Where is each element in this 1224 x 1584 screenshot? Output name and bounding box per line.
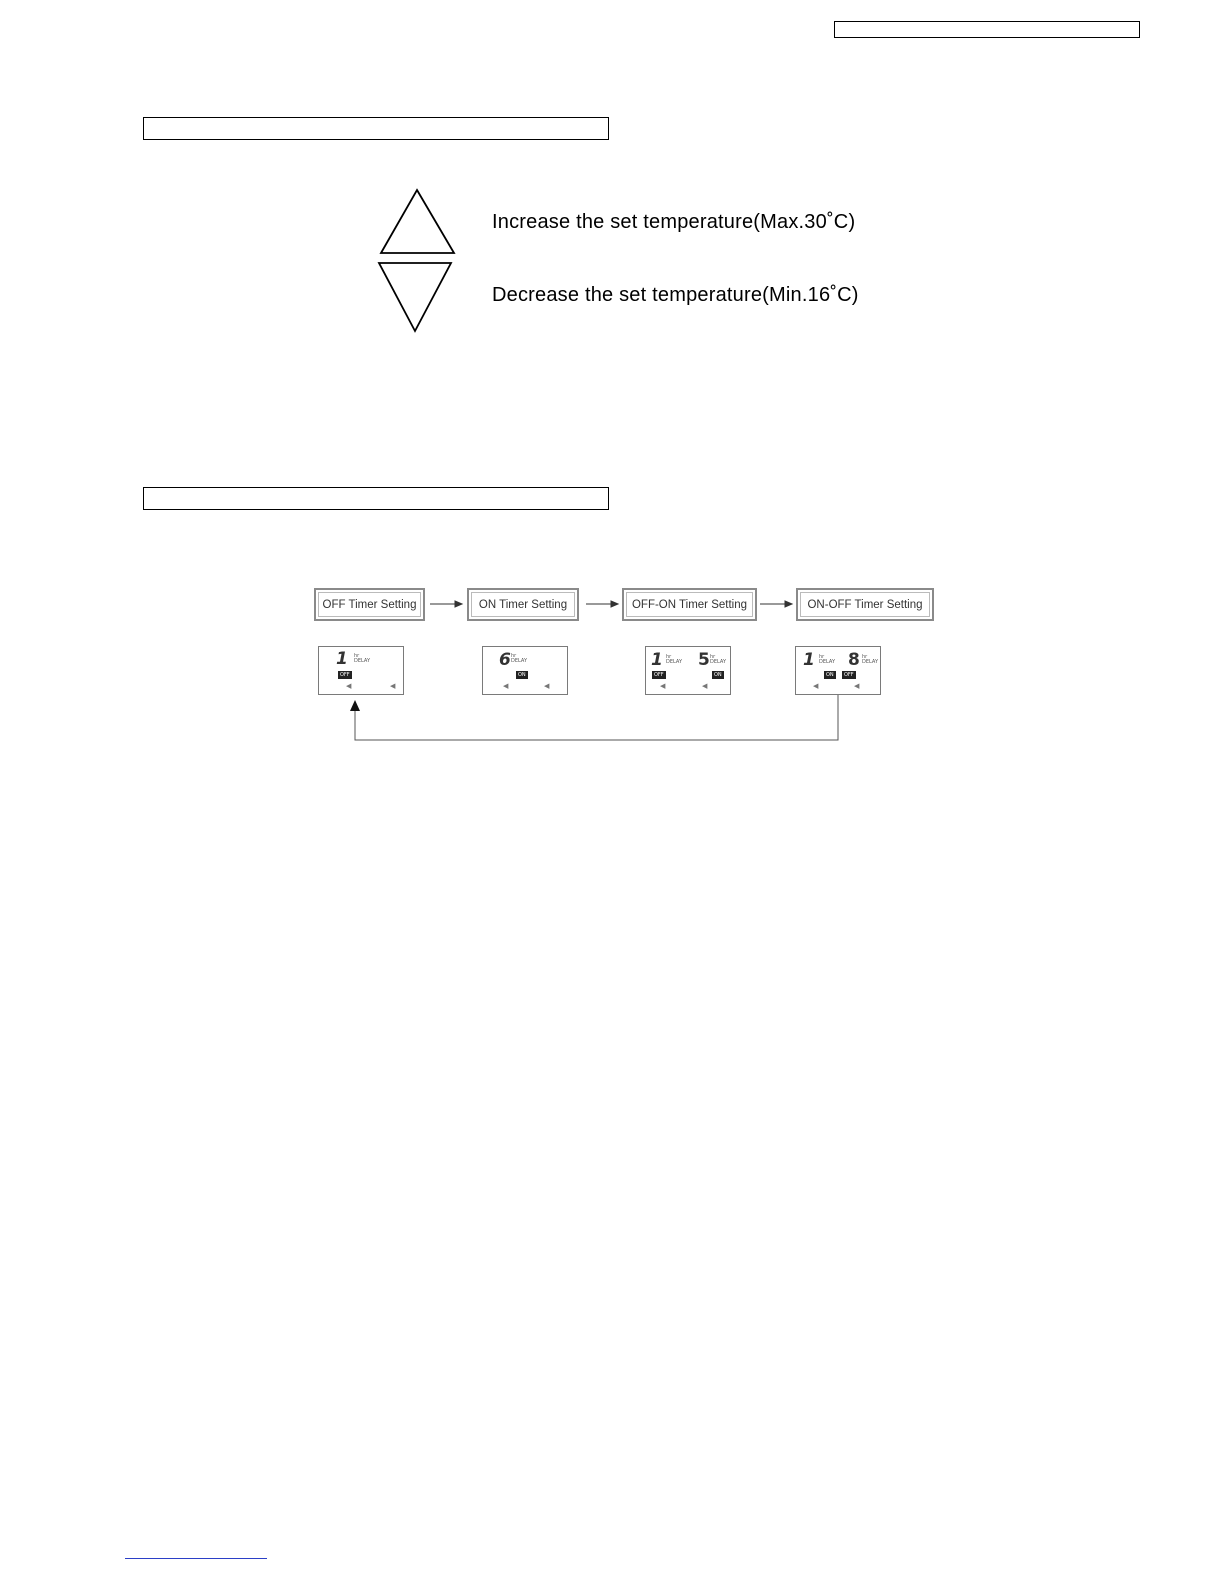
- timer-step-on-off: ON-OFF Timer Setting: [796, 588, 934, 621]
- lcd-indicator-icon: ◀: [503, 683, 509, 690]
- lcd-status-tag: ON: [826, 672, 834, 678]
- timer-sequence-arrows: [0, 590, 1224, 620]
- decrease-temperature-text: Decrease the set temperature(Min.16˚C): [492, 284, 859, 306]
- lcd-display-on-timer: [482, 646, 568, 695]
- lcd-unit: hr DELAY: [710, 654, 726, 666]
- lcd-indicator-icon: ◀: [813, 683, 819, 690]
- lcd-digit: 6: [499, 650, 511, 670]
- timer-return-loop: [340, 695, 850, 745]
- lcd-indicator-icon: ◀: [702, 683, 708, 690]
- lcd-status-tag: ON: [714, 672, 722, 678]
- arrow-right-icon: [430, 601, 462, 607]
- timer-step-on: ON Timer Setting: [467, 588, 579, 621]
- triangle-down-icon[interactable]: [379, 263, 451, 331]
- lcd-display-off-on-timer: [645, 646, 731, 695]
- lcd-digit: 1: [651, 650, 663, 670]
- footer-link-line: [125, 1558, 267, 1559]
- lcd-unit: hr DELAY: [511, 653, 527, 665]
- lcd-digit: 5: [698, 650, 710, 670]
- increase-temperature-text: Increase the set temperature(Max.30˚C): [492, 211, 856, 233]
- lcd-unit: hr DELAY: [666, 654, 682, 666]
- lcd-unit: hr DELAY: [354, 653, 370, 665]
- lcd-indicator-icon: ◀: [660, 683, 666, 690]
- triangle-up-icon[interactable]: [381, 190, 454, 253]
- lcd-status-tag: OFF: [340, 672, 350, 678]
- lcd-display-on-off-timer: [795, 646, 881, 695]
- lcd-display-off-timer: [318, 646, 404, 695]
- lcd-status-tag: OFF: [844, 672, 854, 678]
- timer-step-off-on: OFF-ON Timer Setting: [622, 588, 757, 621]
- temperature-buttons: [374, 186, 460, 336]
- lcd-digit: 1: [336, 649, 348, 669]
- timer-step-off: OFF Timer Setting: [314, 588, 425, 621]
- arrow-right-icon: [760, 601, 792, 607]
- arrow-right-icon: [586, 601, 618, 607]
- lcd-unit: hr DELAY: [819, 654, 835, 666]
- lcd-status-tag: ON: [518, 672, 526, 678]
- section-heading-box-temperature: [143, 117, 609, 140]
- section-heading-box-timer: [143, 487, 609, 510]
- lcd-indicator-icon: ◀: [544, 683, 550, 690]
- arrow-up-icon: [350, 700, 360, 711]
- lcd-unit: hr DELAY: [862, 654, 878, 666]
- lcd-status-tag: OFF: [654, 672, 664, 678]
- lcd-digit: 1: [803, 650, 815, 670]
- lcd-indicator-icon: ◀: [854, 683, 860, 690]
- lcd-indicator-icon: ◀: [390, 683, 396, 690]
- lcd-digit: 8: [848, 650, 860, 670]
- lcd-indicator-icon: ◀: [346, 683, 352, 690]
- page-header-box: [834, 21, 1140, 38]
